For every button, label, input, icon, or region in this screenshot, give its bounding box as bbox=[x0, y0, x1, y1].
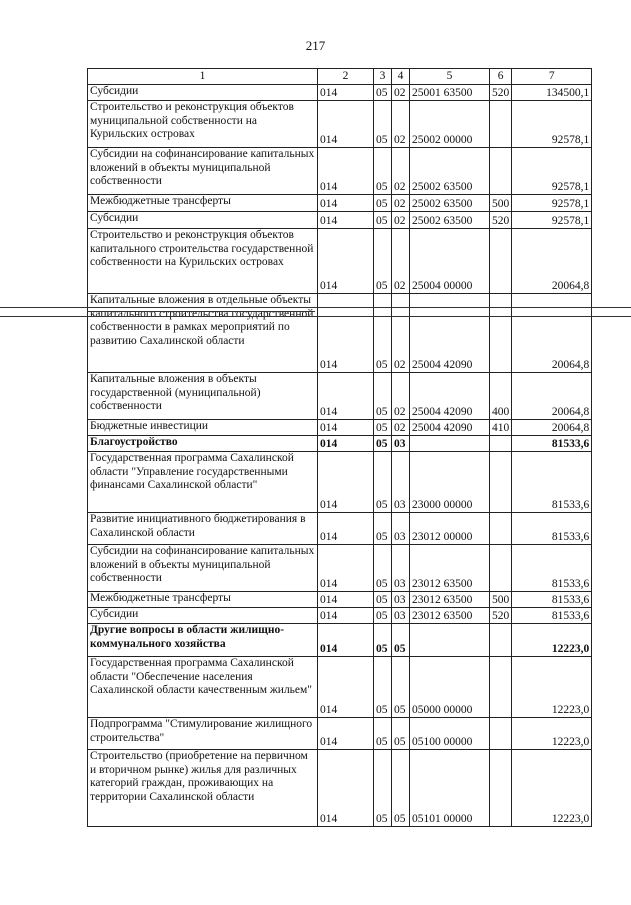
row-admin-code: 014 bbox=[318, 545, 374, 592]
row-expense-type: 500 bbox=[490, 592, 512, 608]
row-subsection: 02 bbox=[392, 420, 410, 436]
row-amount: 81533,6 bbox=[512, 545, 592, 592]
row-section: 05 bbox=[374, 592, 392, 608]
row-name: Субсидии bbox=[88, 85, 318, 101]
row-section: 05 bbox=[374, 718, 392, 750]
row-subsection: 03 bbox=[392, 545, 410, 592]
row-name: Субсидии на софинансирование капитальных вложений в объекты муниципальной собственности bbox=[88, 148, 318, 195]
row-amount: 92578,1 bbox=[512, 101, 592, 148]
row-amount: 81533,6 bbox=[512, 608, 592, 624]
row-section: 05 bbox=[374, 195, 392, 212]
row-expense-type bbox=[490, 624, 512, 657]
row-section: 05 bbox=[374, 101, 392, 148]
row-subsection: 02 bbox=[392, 229, 410, 294]
row-admin-code: 014 bbox=[318, 592, 374, 608]
row-target-article: 23012 63500 bbox=[410, 545, 490, 592]
table-row bbox=[88, 545, 592, 592]
row-name: Бюджетные инвестиции bbox=[88, 420, 318, 436]
row-name: Государственная программа Сахалинской области "Управление государственными финансами Сахалинской области" bbox=[88, 452, 318, 513]
row-target-article: 23000 00000 bbox=[410, 452, 490, 513]
row-expense-type: 410 bbox=[490, 420, 512, 436]
row-target-article: 25002 00000 bbox=[410, 101, 490, 148]
row-admin-code: 014 bbox=[318, 294, 374, 373]
row-amount: 12223,0 bbox=[512, 624, 592, 657]
column-header: 5 bbox=[410, 69, 490, 85]
row-admin-code: 014 bbox=[318, 229, 374, 294]
table-row bbox=[88, 592, 592, 608]
row-subsection: 05 bbox=[392, 718, 410, 750]
row-section: 05 bbox=[374, 513, 392, 545]
row-subsection: 02 bbox=[392, 148, 410, 195]
row-subsection: 03 bbox=[392, 513, 410, 545]
row-amount: 81533,6 bbox=[512, 452, 592, 513]
row-subsection: 02 bbox=[392, 212, 410, 229]
row-subsection: 05 bbox=[392, 657, 410, 718]
table-row bbox=[88, 750, 592, 827]
column-header: 6 bbox=[490, 69, 512, 85]
column-header: 4 bbox=[392, 69, 410, 85]
table-row bbox=[88, 624, 592, 657]
row-section: 05 bbox=[374, 212, 392, 229]
row-target-article: 05101 00000 bbox=[410, 750, 490, 827]
table-row bbox=[88, 657, 592, 718]
table-row bbox=[88, 148, 592, 195]
row-name: Субсидии на софинансирование капитальных вложений в объекты муниципальной собственности bbox=[88, 545, 318, 592]
row-subsection: 02 bbox=[392, 85, 410, 101]
row-target-article: 25004 42090 bbox=[410, 420, 490, 436]
row-subsection: 03 bbox=[392, 452, 410, 513]
row-subsection: 02 bbox=[392, 195, 410, 212]
row-expense-type bbox=[490, 148, 512, 195]
row-section: 05 bbox=[374, 373, 392, 420]
row-admin-code: 014 bbox=[318, 420, 374, 436]
row-expense-type bbox=[490, 294, 512, 373]
row-subsection: 02 bbox=[392, 294, 410, 373]
row-section: 05 bbox=[374, 85, 392, 101]
row-subsection: 05 bbox=[392, 750, 410, 827]
table-row bbox=[88, 101, 592, 148]
table-row bbox=[88, 513, 592, 545]
row-section: 05 bbox=[374, 624, 392, 657]
row-target-article: 25002 63500 bbox=[410, 212, 490, 229]
row-target-article: 25004 00000 bbox=[410, 229, 490, 294]
row-expense-type: 520 bbox=[490, 608, 512, 624]
column-header: 2 bbox=[318, 69, 374, 85]
row-admin-code: 014 bbox=[318, 452, 374, 513]
table-row bbox=[88, 608, 592, 624]
row-amount: 20064,8 bbox=[512, 373, 592, 420]
fold-line bbox=[0, 307, 631, 308]
row-target-article: 25004 42090 bbox=[410, 373, 490, 420]
row-admin-code: 014 bbox=[318, 750, 374, 827]
row-expense-type bbox=[490, 229, 512, 294]
row-expense-type bbox=[490, 657, 512, 718]
row-section: 05 bbox=[374, 148, 392, 195]
row-subsection: 03 bbox=[392, 592, 410, 608]
row-target-article: 25004 42090 bbox=[410, 294, 490, 373]
row-expense-type: 520 bbox=[490, 212, 512, 229]
row-target-article: 05000 00000 bbox=[410, 657, 490, 718]
row-expense-type bbox=[490, 101, 512, 148]
row-admin-code: 014 bbox=[318, 513, 374, 545]
row-admin-code: 014 bbox=[318, 373, 374, 420]
row-target-article bbox=[410, 436, 490, 452]
table-row bbox=[88, 212, 592, 229]
row-admin-code: 014 bbox=[318, 195, 374, 212]
row-expense-type bbox=[490, 718, 512, 750]
row-name: Благоустройство bbox=[88, 436, 318, 452]
row-section: 05 bbox=[374, 657, 392, 718]
row-expense-type: 400 bbox=[490, 373, 512, 420]
column-header: 7 bbox=[512, 69, 592, 85]
row-admin-code: 014 bbox=[318, 718, 374, 750]
row-subsection: 03 bbox=[392, 608, 410, 624]
row-amount: 92578,1 bbox=[512, 148, 592, 195]
row-expense-type bbox=[490, 436, 512, 452]
row-subsection: 03 bbox=[392, 436, 410, 452]
row-target-article: 25002 63500 bbox=[410, 148, 490, 195]
row-admin-code: 014 bbox=[318, 624, 374, 657]
strike-line bbox=[87, 311, 315, 312]
row-name: Другие вопросы в области жилищно-коммунального хозяйства bbox=[88, 624, 318, 657]
table-row bbox=[88, 420, 592, 436]
row-name: Капитальные вложения в объекты государственной (муниципальной) собственности bbox=[88, 373, 318, 420]
row-target-article: 05100 00000 bbox=[410, 718, 490, 750]
row-name: Субсидии bbox=[88, 212, 318, 229]
row-expense-type bbox=[490, 452, 512, 513]
row-target-article: 25002 63500 bbox=[410, 195, 490, 212]
row-amount: 81533,6 bbox=[512, 436, 592, 452]
row-section: 05 bbox=[374, 545, 392, 592]
row-expense-type bbox=[490, 545, 512, 592]
table-row bbox=[88, 294, 592, 373]
row-amount: 20064,8 bbox=[512, 294, 592, 373]
row-amount: 12223,0 bbox=[512, 657, 592, 718]
fold-line bbox=[0, 316, 631, 317]
row-section: 05 bbox=[374, 436, 392, 452]
column-header: 1 bbox=[88, 69, 318, 85]
row-name: Государственная программа Сахалинской области "Обеспечение населения Сахалинской области качественным жильем" bbox=[88, 657, 318, 718]
row-amount: 134500,1 bbox=[512, 85, 592, 101]
row-target-article: 25001 63500 bbox=[410, 85, 490, 101]
row-subsection: 02 bbox=[392, 101, 410, 148]
budget-table bbox=[87, 68, 592, 827]
row-target-article: 23012 63500 bbox=[410, 592, 490, 608]
page-number: 217 bbox=[305, 38, 326, 53]
row-admin-code: 014 bbox=[318, 85, 374, 101]
row-amount: 12223,0 bbox=[512, 718, 592, 750]
row-name: Строительство (приобретение на первичном и вторичном рынке) жилья для различных категорий граждан, проживающих на территории Сахалинской области bbox=[88, 750, 318, 827]
row-admin-code: 014 bbox=[318, 608, 374, 624]
row-amount: 81533,6 bbox=[512, 513, 592, 545]
row-name: Строительство и реконструкция объектов муниципальной собственности на Курильских островах bbox=[88, 101, 318, 148]
row-target-article: 23012 63500 bbox=[410, 608, 490, 624]
row-subsection: 05 bbox=[392, 624, 410, 657]
row-amount: 92578,1 bbox=[512, 195, 592, 212]
row-expense-type bbox=[490, 750, 512, 827]
row-amount: 81533,6 bbox=[512, 592, 592, 608]
row-amount: 20064,8 bbox=[512, 229, 592, 294]
row-admin-code: 014 bbox=[318, 212, 374, 229]
table-row bbox=[88, 436, 592, 452]
table-header-row bbox=[88, 69, 592, 85]
row-expense-type bbox=[490, 513, 512, 545]
table-row bbox=[88, 85, 592, 101]
row-name: Развитие инициативного бюджетирования в Сахалинской области bbox=[88, 513, 318, 545]
row-name: Подпрограмма "Стимулирование жилищного строительства" bbox=[88, 718, 318, 750]
row-expense-type: 500 bbox=[490, 195, 512, 212]
row-section: 05 bbox=[374, 229, 392, 294]
row-name: Межбюджетные трансферты bbox=[88, 592, 318, 608]
row-name: Капитальные вложения в отдельные объекты капитального строительства государственной собственности в рамках мероприятий по развитию Сахалинской области bbox=[88, 294, 318, 373]
row-section: 05 bbox=[374, 608, 392, 624]
row-admin-code: 014 bbox=[318, 148, 374, 195]
table-row bbox=[88, 718, 592, 750]
row-admin-code: 014 bbox=[318, 657, 374, 718]
row-admin-code: 014 bbox=[318, 436, 374, 452]
table-row bbox=[88, 195, 592, 212]
table-row bbox=[88, 373, 592, 420]
row-name: Строительство и реконструкция объектов капитального строительства государственной собственности на Курильских островах bbox=[88, 229, 318, 294]
row-amount: 20064,8 bbox=[512, 420, 592, 436]
row-section: 05 bbox=[374, 750, 392, 827]
row-name: Межбюджетные трансферты bbox=[88, 195, 318, 212]
column-header: 3 bbox=[374, 69, 392, 85]
row-target-article bbox=[410, 624, 490, 657]
row-expense-type: 520 bbox=[490, 85, 512, 101]
row-amount: 12223,0 bbox=[512, 750, 592, 827]
row-section: 05 bbox=[374, 452, 392, 513]
row-name: Субсидии bbox=[88, 608, 318, 624]
row-admin-code: 014 bbox=[318, 101, 374, 148]
row-amount: 92578,1 bbox=[512, 212, 592, 229]
row-section: 05 bbox=[374, 420, 392, 436]
row-subsection: 02 bbox=[392, 373, 410, 420]
table-row bbox=[88, 452, 592, 513]
table-row bbox=[88, 229, 592, 294]
row-section: 05 bbox=[374, 294, 392, 373]
row-target-article: 23012 00000 bbox=[410, 513, 490, 545]
